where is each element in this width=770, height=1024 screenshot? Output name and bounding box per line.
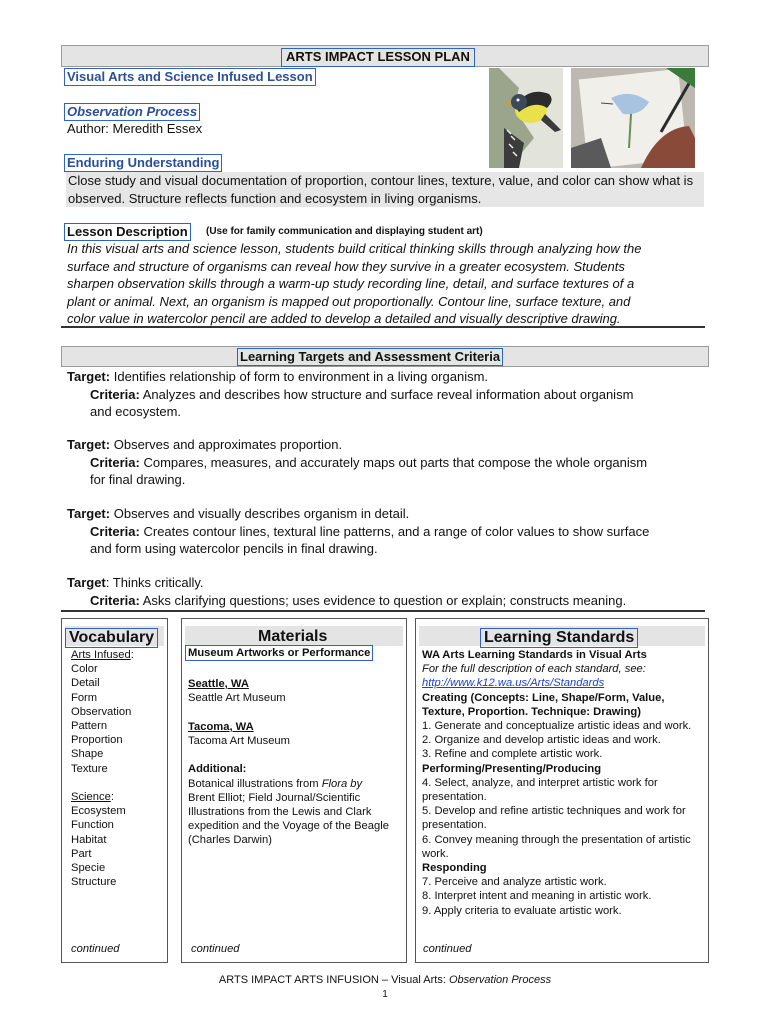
- standard-item: 1. Generate and conceptualize artistic ideas and work.: [422, 720, 692, 733]
- creating-heading-cont: Texture, Proportion. Technique: Drawing): [422, 705, 641, 718]
- vocabulary-title: Vocabulary: [65, 628, 158, 648]
- standard-item: presentation.: [422, 791, 487, 804]
- vocabulary-list: [71, 648, 134, 889]
- target-label: Target: [67, 575, 106, 590]
- vocab-term: Ecosystem: [71, 805, 126, 818]
- target-item: [67, 574, 707, 609]
- vocab-term: Proportion: [71, 734, 123, 747]
- responding-heading: Responding: [422, 862, 487, 875]
- performing-heading: Performing/Presenting/Producing: [422, 762, 602, 775]
- vocab-term: Part: [71, 847, 92, 860]
- footer-text-italic: Observation Process: [448, 974, 552, 986]
- target-label: Target:: [67, 369, 111, 384]
- vocab-term: Color: [71, 663, 98, 676]
- target-text: Observes and visually describes organism in detail.: [110, 506, 410, 521]
- description-note: (Use for family communication and displaying student art): [206, 226, 483, 237]
- description-text: [67, 240, 707, 328]
- additional-text: Botanical illustrations from: [188, 777, 322, 790]
- criteria-label: Criteria:: [90, 592, 140, 608]
- standard-item: 6. Convey meaning through the presentation of artistic: [422, 833, 691, 846]
- target-item: [67, 505, 707, 558]
- materials-list: [188, 645, 389, 848]
- additional-text-italic: Flora by: [321, 777, 363, 790]
- standard-item: 9. Apply criteria to evaluate artistic work.: [422, 904, 622, 917]
- standard-item: work.: [422, 847, 449, 860]
- standard-item: presentation.: [422, 819, 487, 832]
- criteria-label: Criteria:: [90, 454, 140, 470]
- criteria-text: Compares, measures, and accurately maps out parts that compose the whole organism: [139, 454, 648, 470]
- lesson-subtitle: Visual Arts and Science Infused Lesson: [64, 68, 316, 86]
- vocab-term: Function: [71, 819, 114, 832]
- standards-title: Learning Standards: [480, 628, 638, 648]
- description-label: Lesson Description: [64, 223, 191, 241]
- continued-label: continued: [423, 943, 472, 955]
- tacoma-label: Tacoma, WA: [188, 720, 254, 733]
- standard-item: 5. Develop and refine artistic techniques and work for: [422, 805, 686, 818]
- standard-item: 7. Perceive and analyze artistic work.: [422, 876, 607, 889]
- vocab-term: Pattern: [71, 720, 108, 733]
- seattle-label: Seattle, WA: [188, 678, 249, 691]
- target-text: Identifies relationship of form to environment in a living organism.: [110, 369, 489, 384]
- vocab-term: Specie: [71, 862, 106, 875]
- vocab-term: Habitat: [71, 833, 107, 846]
- additional-line: Illustrations from the Lewis and Clark: [188, 806, 372, 818]
- target-item: [67, 368, 707, 421]
- tacoma-museum: Tacoma Art Museum: [188, 735, 290, 747]
- standards-link[interactable]: http://www.k12.wa.us/Arts/Standards: [422, 677, 605, 690]
- standards-column: [415, 618, 709, 963]
- divider: [61, 326, 705, 328]
- criteria-text: Asks clarifying questions; uses evidence to question or explain; constructs meaning.: [139, 592, 627, 608]
- standard-item: 8. Interpret intent and meaning in artistic work.: [422, 890, 652, 903]
- standard-item: 3. Refine and complete artistic work.: [422, 748, 603, 761]
- criteria-cont: and ecosystem.: [90, 404, 182, 419]
- page-number: 1: [382, 989, 388, 1000]
- additional-label: Additional:: [188, 763, 247, 776]
- science-colon: :: [110, 791, 114, 804]
- additional-line: expedition and the Voyage of the Beagle: [188, 820, 389, 833]
- description-line: In this visual arts and science lesson, students build critical thinking skills through analyzing how the: [67, 241, 642, 256]
- additional-line: Brent Elliot; Field Journal/Scientific: [188, 791, 361, 804]
- target-item: [67, 436, 707, 489]
- target-label: Target:: [67, 506, 111, 521]
- criteria-cont: for final drawing.: [90, 472, 186, 487]
- standard-item: 4. Select, analyze, and interpret artistic work for: [422, 776, 658, 789]
- vocab-term: Shape: [71, 748, 104, 761]
- targets-title: Learning Targets and Assessment Criteria: [237, 348, 503, 366]
- science-label: Science: [71, 791, 111, 804]
- lesson-name: Observation Process: [64, 103, 200, 121]
- arts-colon: :: [130, 649, 134, 661]
- creating-heading: Creating (Concepts: Line, Shape/Form, Value,: [422, 691, 665, 704]
- divider: [61, 610, 705, 612]
- description-line: sharpen observation skills through a warm-up study recording line, detail, and surface textures of a: [67, 276, 635, 291]
- document-title: ARTS IMPACT LESSON PLAN: [281, 48, 475, 67]
- standards-note: For the full description of each standard, see:: [422, 663, 646, 676]
- author: Author: Meredith Essex: [67, 121, 203, 136]
- materials-title: Materials: [258, 628, 328, 645]
- footer-text: ARTS IMPACT ARTS INFUSION – Visual Arts:: [218, 974, 449, 986]
- description-line: surface and structure of organisms can reveal how they survive in a greater ecosystem. Students: [67, 258, 625, 274]
- vocab-term: Detail: [71, 677, 100, 690]
- standards-subtitle: WA Arts Learning Standards in Visual Arts: [422, 649, 647, 661]
- criteria-label: Criteria:: [90, 523, 140, 539]
- materials-column: [181, 618, 407, 963]
- criteria-text: Analyzes and describes how structure and surface reveal information about organism: [139, 386, 634, 402]
- enduring-label: Enduring Understanding: [64, 154, 222, 172]
- continued-label: continued: [71, 943, 120, 955]
- target-text: Observes and approximates proportion.: [110, 437, 343, 452]
- criteria-text: Creates contour lines, textural line patterns, and a range of color values to show surface: [139, 523, 650, 539]
- target-text: : Thinks critically.: [105, 575, 204, 590]
- enduring-text: Close study and visual documentation of proportion, contour lines, texture, value, and color can show what is observed. Structure reflects function and ecosystem in living organisms.: [66, 172, 704, 207]
- page-footer: [0, 974, 770, 987]
- vocab-term: Structure: [71, 876, 117, 889]
- vocab-term: Observation: [71, 705, 132, 718]
- continued-label: continued: [191, 943, 240, 955]
- additional-line: (Charles Darwin): [188, 834, 272, 847]
- standard-item: 2. Organize and develop artistic ideas and work.: [422, 734, 661, 747]
- description-line: color value in watercolor pencil are added to develop a detailed and visually descriptive drawing.: [67, 311, 621, 326]
- materials-subtitle: Museum Artworks or Performance: [185, 645, 373, 661]
- arts-label: Arts Infused: [71, 649, 131, 661]
- vocab-term: Form: [71, 691, 98, 704]
- seattle-museum: Seattle Art Museum: [188, 692, 286, 705]
- standards-list: [422, 648, 691, 918]
- vocabulary-column: [61, 618, 168, 963]
- bird-drawing-photo: [489, 68, 563, 168]
- criteria-cont: and form using watercolor pencils in final drawing.: [90, 541, 378, 556]
- drawing-in-progress-photo: [571, 68, 695, 168]
- criteria-label: Criteria:: [90, 386, 140, 402]
- description-line: plant or animal. Next, an organism is mapped out proportionally. Contour line, surface texture, and: [67, 293, 631, 309]
- vocab-term: Texture: [71, 762, 108, 775]
- target-label: Target:: [67, 437, 111, 452]
